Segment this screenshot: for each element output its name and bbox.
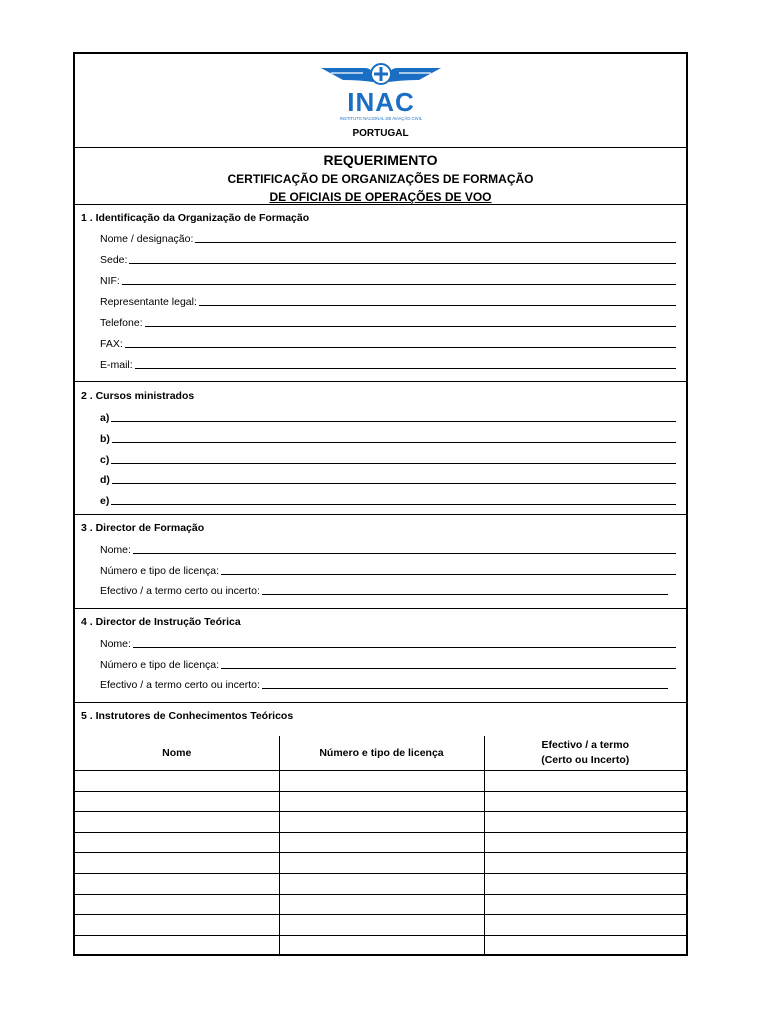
divider xyxy=(75,702,686,703)
theory-director-contract-field[interactable]: Efectivo / a termo certo ou incerto: xyxy=(100,677,668,691)
table-cell[interactable] xyxy=(484,873,686,894)
table-cell[interactable] xyxy=(279,791,484,812)
table-cell[interactable] xyxy=(484,771,686,792)
form-subtitle-line2: DE OFICIAIS DE OPERAÇÕES DE VOO xyxy=(269,190,492,204)
svg-text:INAC: INAC xyxy=(346,87,415,117)
table-cell[interactable] xyxy=(75,873,279,894)
training-director-name-field[interactable]: Nome: xyxy=(100,542,676,556)
table-row xyxy=(75,812,686,833)
table-cell[interactable] xyxy=(75,791,279,812)
table-cell[interactable] xyxy=(75,894,279,915)
form-subtitle-line1: CERTIFICAÇÃO DE ORGANIZAÇÕES DE FORMAÇÃO xyxy=(227,172,534,186)
svg-text:INSTITUTO NACIONAL DE AVIAÇÃO: INSTITUTO NACIONAL DE AVIAÇÃO CIVIL xyxy=(339,116,422,121)
table-cell[interactable] xyxy=(279,812,484,833)
table-cell[interactable] xyxy=(279,894,484,915)
table-row xyxy=(75,771,686,792)
table-cell[interactable] xyxy=(75,771,279,792)
table-cell[interactable] xyxy=(75,812,279,833)
table-cell[interactable] xyxy=(279,832,484,853)
org-name-field[interactable]: Nome / designação: xyxy=(100,231,676,245)
course-b-field[interactable]: b) xyxy=(100,431,676,445)
divider xyxy=(75,608,686,609)
column-header-license: Número e tipo de licença xyxy=(279,736,484,771)
column-header-name: Nome xyxy=(162,746,192,759)
table-cell[interactable] xyxy=(75,853,279,874)
theory-director-license-field[interactable]: Número e tipo de licença: xyxy=(100,657,676,671)
course-e-field[interactable]: e) xyxy=(100,493,676,507)
table-row xyxy=(75,832,686,853)
table-cell[interactable] xyxy=(484,853,686,874)
column-header-contract: Efectivo / a termo (Certo ou Incerto) xyxy=(484,736,686,771)
form-title: REQUERIMENTO xyxy=(323,152,438,168)
table-cell[interactable] xyxy=(279,771,484,792)
table-cell[interactable] xyxy=(484,915,686,936)
table-row xyxy=(75,935,686,955)
section-2-heading: 2 . Cursos ministrados xyxy=(81,390,195,402)
table-row xyxy=(75,894,686,915)
table-cell[interactable] xyxy=(279,853,484,874)
section-1-heading: 1 . Identificação da Organização de Formação xyxy=(81,212,310,224)
table-cell[interactable] xyxy=(75,915,279,936)
table-cell[interactable] xyxy=(75,935,279,955)
table-row xyxy=(75,873,686,894)
table-row xyxy=(75,791,686,812)
org-nif-field[interactable]: NIF: xyxy=(100,273,676,287)
phone-field[interactable]: Telefone: xyxy=(100,315,676,329)
table-cell[interactable] xyxy=(279,915,484,936)
section-3-heading: 3 . Director de Formação xyxy=(81,522,205,534)
divider xyxy=(75,204,686,205)
country-label: PORTUGAL xyxy=(352,128,409,139)
divider xyxy=(75,381,686,382)
training-director-contract-field[interactable]: Efectivo / a termo certo ou incerto: xyxy=(100,583,668,597)
table-cell[interactable] xyxy=(279,873,484,894)
table-row xyxy=(75,915,686,936)
course-d-field[interactable]: d) xyxy=(100,472,676,486)
table-cell[interactable] xyxy=(484,935,686,955)
section-4-heading: 4 . Director de Instrução Teórica xyxy=(81,616,241,628)
table-cell[interactable] xyxy=(75,832,279,853)
course-c-field[interactable]: c) xyxy=(100,452,676,466)
divider xyxy=(75,147,686,148)
application-form xyxy=(73,52,688,956)
table-cell[interactable] xyxy=(484,812,686,833)
table-cell[interactable] xyxy=(484,832,686,853)
theory-director-name-field[interactable]: Nome: xyxy=(100,636,676,650)
training-director-license-field[interactable]: Número e tipo de licença: xyxy=(100,563,676,577)
table-row xyxy=(75,853,686,874)
table-cell[interactable] xyxy=(279,935,484,955)
legal-representative-field[interactable]: Representante legal: xyxy=(100,294,676,308)
fax-field[interactable]: FAX: xyxy=(100,336,676,350)
org-address-field[interactable]: Sede: xyxy=(100,252,676,266)
inac-logo xyxy=(75,62,686,124)
table-cell[interactable] xyxy=(484,894,686,915)
divider xyxy=(75,514,686,515)
section-5-heading: 5 . Instrutores de Conhecimentos Teóricos xyxy=(81,710,294,722)
winged-emblem-icon xyxy=(319,62,443,124)
email-field[interactable]: E-mail: xyxy=(100,357,676,371)
instructors-table xyxy=(75,736,686,955)
course-a-field[interactable]: a) xyxy=(100,410,676,424)
table-cell[interactable] xyxy=(484,791,686,812)
